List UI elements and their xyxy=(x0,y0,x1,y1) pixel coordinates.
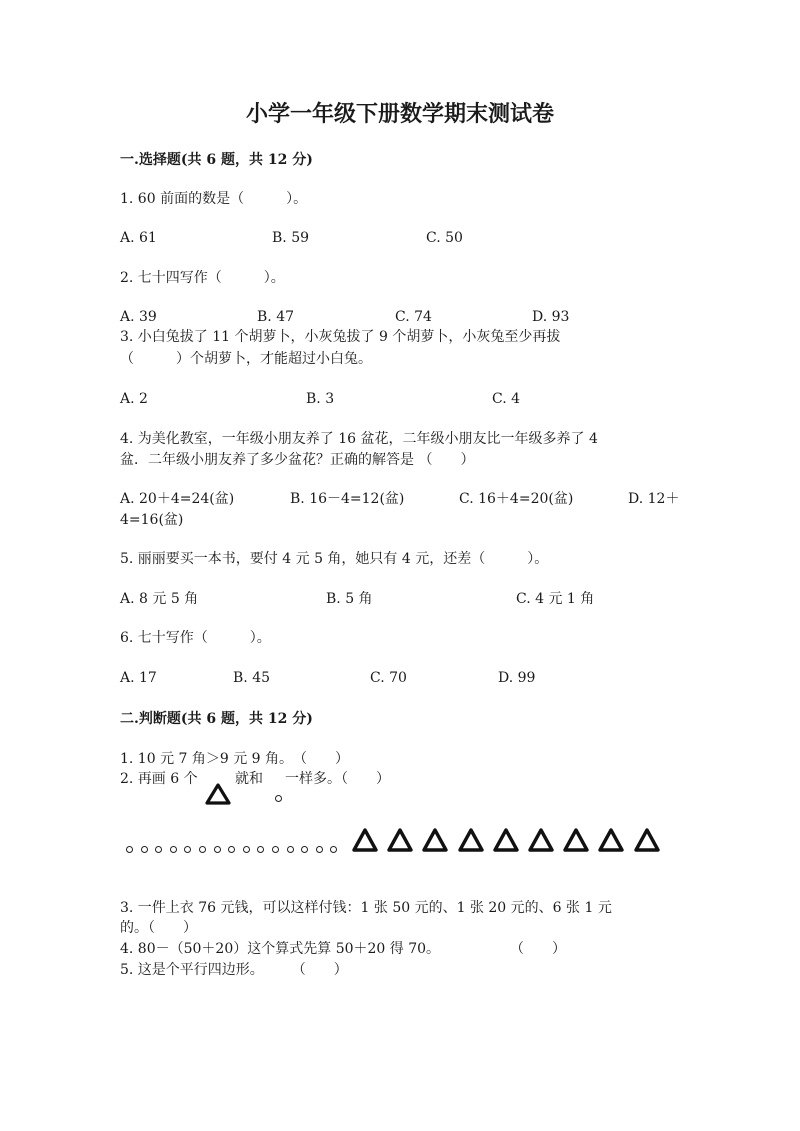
judge-question-5: 5. 这是个平行四边形。 （ ） xyxy=(120,962,348,978)
circle-icon xyxy=(301,846,308,853)
q2-option-d: D. 93 xyxy=(532,309,570,325)
q5-option-b: B. 5 角 xyxy=(326,591,373,607)
q2-option-a: A. 39 xyxy=(120,309,157,325)
judge-question-2-part3: 一样多。（ ） xyxy=(285,771,390,787)
circle-icon xyxy=(141,846,148,853)
judge-question-2-part2: 就和 xyxy=(235,771,263,787)
q1-option-c: C. 50 xyxy=(426,230,463,246)
q5-option-c: C. 4 元 1 角 xyxy=(516,591,595,607)
circle-icon xyxy=(155,846,162,853)
circle-icon xyxy=(243,846,250,853)
question-3-stem-line1: 3. 小白兔拔了 11 个胡萝卜，小灰兔拔了 9 个胡萝卜，小灰兔至少再拔 xyxy=(120,329,561,345)
circle-icon xyxy=(214,846,221,853)
circle-icon xyxy=(330,846,337,853)
section-heading-choice: 一.选择题(共 6 题，共 12 分) xyxy=(120,152,313,168)
q6-option-a: A. 17 xyxy=(120,670,157,686)
circle-icon xyxy=(287,846,294,853)
page-title: 小学一年级下册数学期末测试卷 xyxy=(245,101,554,127)
circle-icon xyxy=(228,846,235,853)
q3-option-b: B. 3 xyxy=(306,391,335,407)
q1-option-b: B. 59 xyxy=(272,230,310,246)
circle-icon xyxy=(275,795,282,802)
triangle-icon xyxy=(458,827,484,853)
question-5-stem: 5. 丽丽要买一本书，要付 4 元 5 角，她只有 4 元，还差（ ）。 xyxy=(120,551,549,567)
circle-icon xyxy=(184,846,191,853)
judge-question-1: 1. 10 元 7 角＞9 元 9 角。 （ ） xyxy=(120,751,350,767)
triangle-icon xyxy=(528,827,554,853)
triangle-icon xyxy=(563,827,589,853)
triangle-icon xyxy=(493,827,519,853)
q4-option-d: D. 12＋ xyxy=(628,491,680,507)
question-1-stem: 1. 60 前面的数是（ ）。 xyxy=(120,191,308,207)
circle-icon xyxy=(170,846,177,853)
question-4-stem-line1: 4. 为美化教室，一年级小朋友养了 16 盆花，二年级小朋友比一年级多养了 4 xyxy=(120,431,598,447)
circle-icon xyxy=(199,846,206,853)
triangle-icon xyxy=(205,783,231,805)
question-6-stem: 6. 七十写作（ ）。 xyxy=(120,630,271,646)
section-heading-judgement: 二.判断题(共 6 题，共 12 分) xyxy=(120,711,313,727)
triangle-icon xyxy=(422,827,448,853)
q3-option-a: A. 2 xyxy=(120,391,148,407)
judge-question-4: 4. 80－（50＋20）这个算式先算 50＋20 得 70。 （ ） xyxy=(120,941,567,957)
triangle-icon xyxy=(387,827,413,853)
circle-icon xyxy=(316,846,323,853)
q2-option-b: B. 47 xyxy=(257,309,295,325)
circle-icon xyxy=(257,846,264,853)
triangle-icon xyxy=(352,827,378,853)
q6-option-d: D. 99 xyxy=(498,670,536,686)
q4-option-a: A. 20＋4=24(盆) xyxy=(120,491,235,507)
judge-question-3-line1: 3. 一件上衣 76 元钱，可以这样付钱：1 张 50 元的、1 张 20 元的、6 张 1 元 xyxy=(120,900,612,916)
question-2-stem: 2. 七十四写作（ ）。 xyxy=(120,270,285,286)
q4-option-b: B. 16－4=12(盆) xyxy=(290,491,405,507)
q4-option-d-continued: 4=16(盆) xyxy=(120,512,184,528)
q3-option-c: C. 4 xyxy=(492,391,521,407)
q1-option-a: A. 61 xyxy=(120,230,157,246)
q5-option-a: A. 8 元 5 角 xyxy=(120,591,199,607)
q6-option-c: C. 70 xyxy=(370,670,407,686)
q6-option-b: B. 45 xyxy=(233,670,271,686)
triangle-icon xyxy=(634,827,660,853)
question-3-stem-line2: （ ）个胡萝卜，才能超过小白兔。 xyxy=(120,351,372,367)
judge-question-3-line2: 的。（ ） xyxy=(120,920,197,936)
q4-option-c: C. 16＋4=20(盆) xyxy=(459,491,574,507)
judge-question-2-part1: 2. 再画 6 个 xyxy=(120,771,198,787)
question-4-stem-line2: 盆．二年级小朋友养了多少盆花？正确的解答是 （ ） xyxy=(120,452,475,468)
q2-option-c: C. 74 xyxy=(395,309,432,325)
triangle-icon xyxy=(598,827,624,853)
circle-icon xyxy=(272,846,279,853)
circle-icon xyxy=(126,846,133,853)
